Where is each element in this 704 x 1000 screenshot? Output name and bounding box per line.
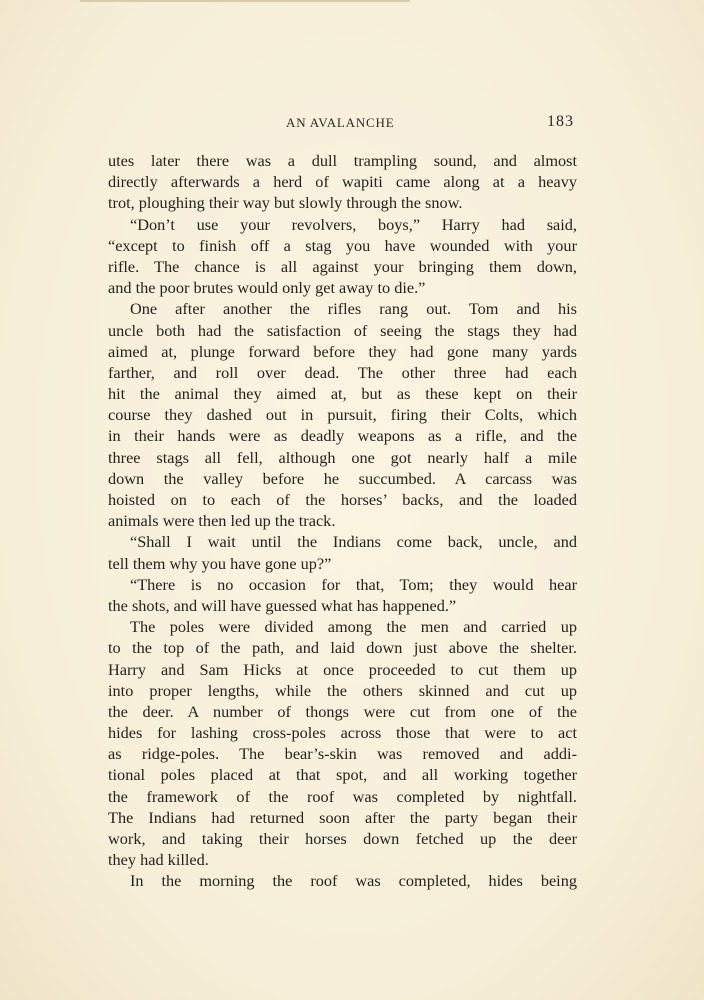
text-line: rifle. The chance is all against your bringing them down, — [108, 256, 577, 276]
page-header — [0, 113, 704, 133]
text-line: in their hands were as deadly weapons as a rifle, and the — [108, 426, 577, 446]
text-line: utes later there was a dull trampling sound, and almost — [108, 151, 577, 170]
text-line: The Indians had returned soon after the party began their — [108, 807, 577, 827]
text-line: three stags all fell, although one got nearly half a mile — [108, 447, 577, 467]
text-line: tional poles placed at that spot, and all working together — [108, 765, 577, 785]
text-line: hides for lashing cross-poles across those that were to act — [108, 723, 577, 743]
body-text — [108, 150, 577, 892]
text-line: work, and taking their horses down fetched up the deer — [108, 829, 577, 848]
text-line: down the valley before he succumbed. A carcass was — [108, 468, 577, 488]
text-line: “Don’t use your revolvers, boys,” Harry had said, — [130, 214, 577, 234]
text-line: to the top of the path, and laid down just above the shelter. — [108, 638, 577, 658]
text-line: aimed at, plunge forward before they had gone many yards — [108, 341, 577, 361]
running-head: AN AVALANCHE — [286, 115, 395, 130]
text-line: directly afterwards a herd of wapiti came along at a heavy — [108, 172, 577, 192]
text-line: they had killed. — [108, 850, 209, 870]
text-line: uncle both had the satisfaction of seeing the stags they had — [108, 320, 577, 340]
top-edge-rule — [80, 0, 410, 2]
text-line: the deer. A number of thongs were cut from one of the — [108, 701, 577, 721]
page-number: 183 — [547, 113, 574, 130]
text-line: “Shall I wait until the Indians come back, uncle, and — [130, 532, 577, 552]
text-line: tell them why you have gone up?” — [108, 553, 332, 573]
text-line: farther, and roll over dead. The other three had each — [108, 362, 577, 382]
text-line: One after another the rifles rang out. Tom and his — [130, 299, 577, 319]
text-line: Harry and Sam Hicks at once proceeded to cut them up — [108, 659, 577, 679]
text-line: and the poor brutes would only get away to die.” — [108, 278, 426, 298]
text-line: “except to finish off a stag you have wounded with your — [108, 235, 577, 255]
text-line: In the morning the roof was completed, hides being — [130, 871, 577, 891]
text-line: course they dashed out in pursuit, firing their Colts, which — [108, 405, 577, 425]
text-line: animals were then led up the track. — [108, 511, 336, 531]
text-line: trot, ploughing their way but slowly through the snow. — [108, 193, 463, 213]
text-line: hoisted on to each of the horses’ backs, and the loaded — [108, 490, 577, 509]
text-line: the shots, and will have guessed what has happened.” — [108, 595, 457, 615]
text-line: The poles were divided among the men and carried up — [130, 617, 577, 637]
text-line: “There is no occasion for that, Tom; they would hear — [130, 574, 577, 594]
text-line: into proper lengths, while the others skinned and cut up — [108, 680, 577, 700]
text-line: as ridge-poles. The bear’s-skin was removed and addi- — [108, 744, 577, 764]
text-line: hit the animal they aimed at, but as these kept on their — [108, 384, 577, 404]
text-line: the framework of the roof was completed by nightfall. — [108, 786, 577, 806]
